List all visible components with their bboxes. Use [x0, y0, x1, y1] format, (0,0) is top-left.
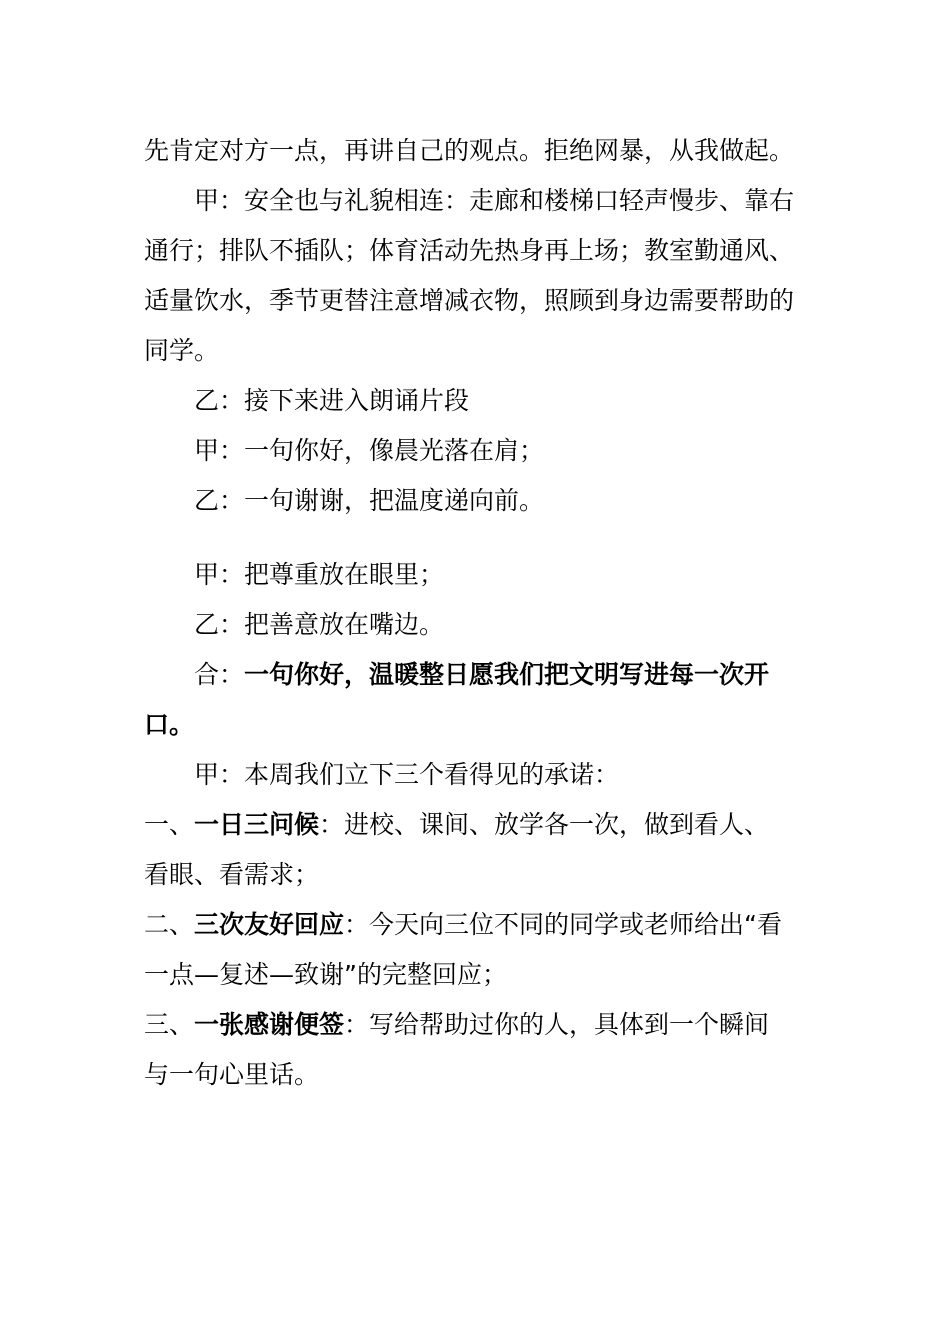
- paragraph-line-hello: 甲：一句你好，像晨光落在肩；: [194, 436, 545, 465]
- paragraph-gap: [144, 526, 794, 550]
- chorus-speaker: 合：: [194, 660, 245, 689]
- commitment-title: 一张感谢便签: [194, 1010, 345, 1039]
- commitment-title: 一日三问候: [194, 810, 320, 839]
- commitment-text: ：今天向三位不同的同学或老师给出“看一点—复述—致谢”的完整回应；: [144, 910, 782, 989]
- commitment-text: ：进校、课间、放学各一次，做到看人、看眼、看需求；: [144, 810, 770, 889]
- commitment-item-1: [144, 800, 794, 900]
- document-body: [144, 126, 794, 1100]
- commitment-item-3: [144, 1000, 794, 1100]
- commitment-prefix: 三、: [144, 1010, 195, 1039]
- paragraph-line-thanks: 乙：一句谢谢，把温度递向前。: [194, 486, 545, 515]
- commitment-prefix: 一、: [144, 810, 195, 839]
- commitment-text: ：写给帮助过你的人，具体到一个瞬间与一句心里话。: [144, 1010, 770, 1089]
- commitment-title: 三次友好回应: [194, 910, 345, 939]
- paragraph-recitation-intro: 乙：接下来进入朗诵片段: [194, 386, 470, 415]
- commitment-item-2: [144, 900, 794, 1000]
- commitment-prefix: 二、: [144, 910, 195, 939]
- paragraph-safety: 甲：安全也与礼貌相连：走廊和楼梯口轻声慢步、靠右通行；排队不插队；体育活动先热身再上场；教室勤通风、适量饮水，季节更替注意增减衣物，照顾到身边需要帮助的同学。: [144, 186, 795, 365]
- chorus-text: 一句你好，温暖整日愿我们把文明写进每一次开口。: [144, 660, 770, 739]
- paragraph-intro: 先肯定对方一点，再讲自己的观点。拒绝网暴，从我做起。: [144, 136, 795, 165]
- paragraph-chorus: [144, 650, 794, 750]
- paragraph-line-kindness: 乙：把善意放在嘴边。: [194, 610, 445, 639]
- paragraph-commitments-intro: 甲：本周我们立下三个看得见的承诺：: [194, 760, 620, 789]
- paragraph-line-respect: 甲：把尊重放在眼里；: [194, 560, 445, 589]
